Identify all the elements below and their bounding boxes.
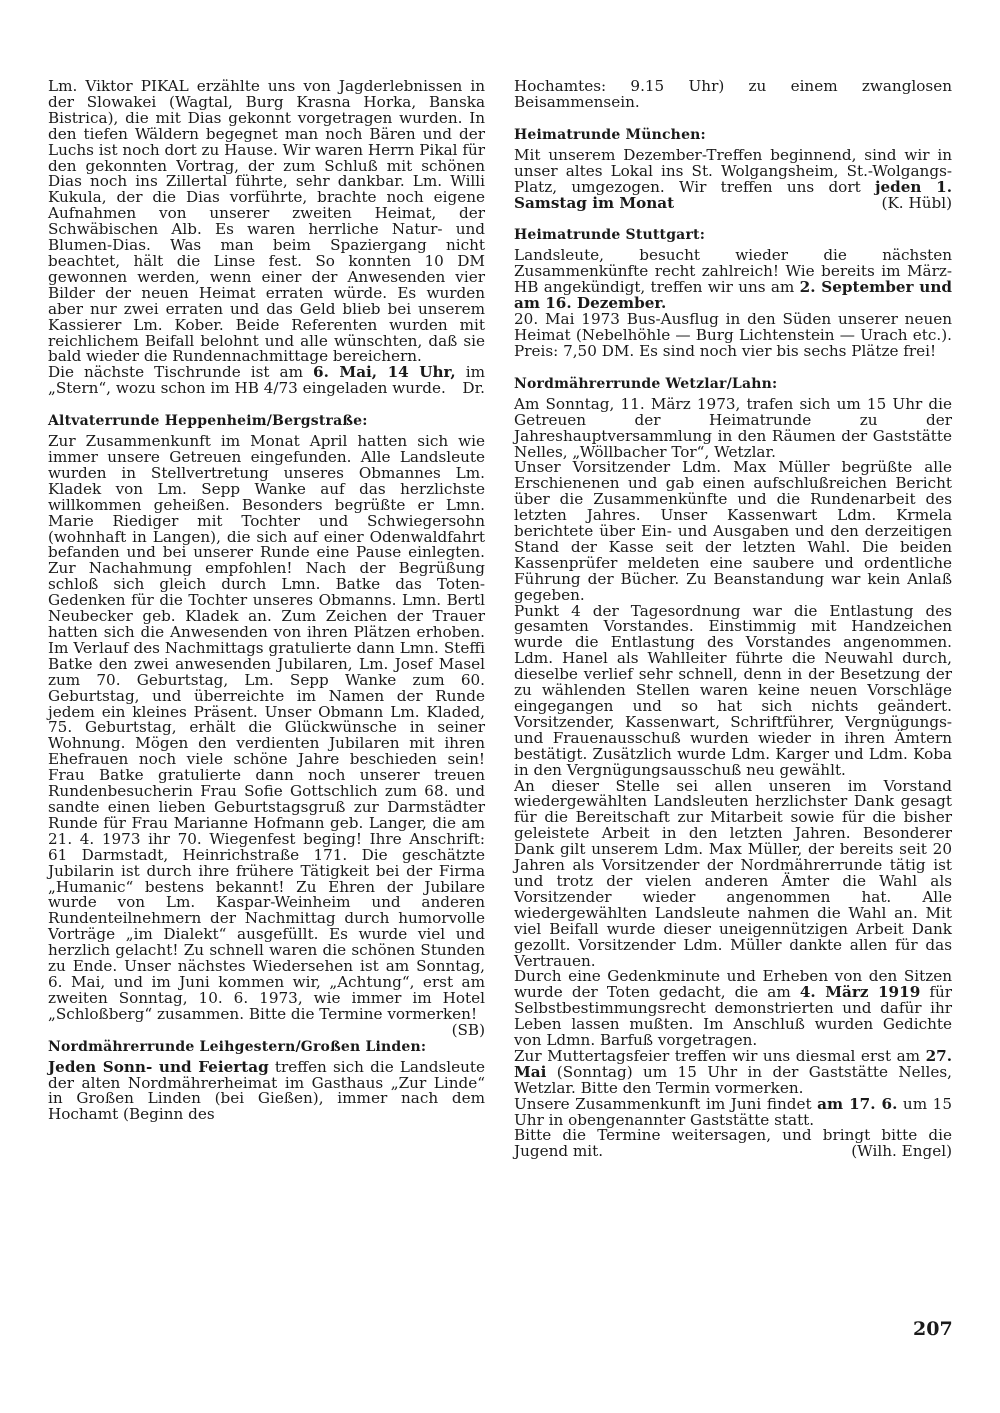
section-title-wetzlar: Nordmährerrunde Wetzlar/Lahn:	[514, 375, 778, 392]
stuttgart-text: Landsleute, besucht wieder die nächsten Zusammenkünfte recht zahlreich! Wie bereits im März-HB angekündigt, treffen wir uns am	[514, 246, 952, 297]
intro-paragraph: Lm. Viktor PIKAL erzählte uns von Jagderlebnissen in der Slowakei (Wagtal, Burg Krasna Horka, Banska Bistrica), die mit Dias gekonnt vorgetragen wurden. In den tiefen Wäldern begegnet man noch Bären und der Luchs ist noch dort zu Hause. Wir waren Herrn Pikal für den gekonnten Vortrag, der zum Schluß mit schönen Dias noch ins Zillertal führte, sehr dankbar. Lm. Willi Kukula, der die Dias vorführte, brachte noch eigene Aufnahmen von unserer zweiten Heimat, der Schwäbischen Alb. Es waren herrliche Natur- und Blumen-Dias. Was man beim Spaziergang nicht beachtet, hält die Linse fest. So konnten 10 DM gewonnen werden, wenn einer der Anwesenden vier Bilder der neuen Heimat erraten würde. Es wurden aber nur zwei erraten und das Geld blieb bei unserem Kassierer Lm. Kober. Beide Referenten wurden mit reichlichem Beifall belohnt und alle wünschten, daß sie bald wieder die Rundennachmittage bereichern.	[48, 77, 485, 366]
section-title-muenchen: Heimatrunde München:	[514, 126, 706, 143]
right-column	[514, 79, 952, 1160]
signature-engel: (Wilh. Engel)	[851, 1142, 952, 1161]
wetzlar-paragraph-6	[514, 1046, 952, 1097]
wetzlar-p7-date: am 17. 6.	[817, 1094, 898, 1113]
wetzlar-p6-text-end: (Sonntag) um 15 Uhr in der Gaststätte Nelles, Wetzlar. Bitte den Termin vormerken.	[514, 1062, 952, 1097]
muenchen-paragraph	[514, 145, 953, 212]
wetzlar-paragraph-3: Punkt 4 der Tagesordnung war die Entlastung des gesamten Vorstandes. Einstimmig mit Handzeichen wurde die Entlastung des Vorstandes angenommen. Ldm. Hanel als Wahlleiter führte die Neuwahl durch, dieselbe verlief sehr schnell, denn in der Besetzung der zu wählenden Stellen waren keine neuen Vorschläge eingegangen und so hat sich nichts geändert. Vorsitzender, Kassenwart, Schriftführer, Vergnügungs- und Frauenausschuß wurden wieder in ihren Ämtern bestätigt. Zusätzlich wurde Ldm. Karger und Ldm. Koba in den Vergnügungsausschuß neu gewählt.	[514, 601, 952, 779]
wetzlar-paragraph-7	[514, 1094, 952, 1129]
tisch-date: 6. Mai, 14 Uhr,	[313, 363, 456, 382]
signature-huebl: (K. Hübl)	[881, 193, 952, 212]
leihgestern-bold: Jeden Sonn- und Feiertag	[48, 1057, 269, 1076]
stuttgart-trip-paragraph: 20. Mai 1973 Bus-Ausflug in den Süden unserer neuen Heimat (Nebelhöhle — Burg Lichtenstein — Urach etc.). Preis: 7,50 DM. Es sind noch vier bis sechs Plätze frei!	[514, 310, 952, 360]
wetzlar-p5-date: 4. März 1919	[799, 983, 921, 1002]
muenchen-bold: jeden 1. Samstag im Monat	[514, 177, 953, 212]
leihgestern-paragraph	[48, 1057, 485, 1124]
tischrunde-paragraph	[48, 365, 485, 397]
page-number: 207	[913, 1318, 953, 1340]
section-title-stuttgart: Heimatrunde Stuttgart:	[514, 227, 706, 244]
tisch-text: Die nächste Tischrunde ist am	[48, 363, 314, 382]
wetzlar-paragraph-2: Unser Vorsitzender Ldm. Max Müller begrüßte alle Erschienenen und gab einen aufschlußreichen Bericht über die Zusammenkünfte und die Rundenarbeit des letzten Jahres. Unser Kassenwart Ldm. Krmela berichtete über Ein- und Ausgaben und den derzeitigen Stand der Kasse seit der letzten Wahl. Die beiden Kassenprüfer meldeten eine saubere und ordentliche Führung der Bücher. Zu Beanstandung war kein Anlaß gegeben.	[514, 458, 952, 604]
wetzlar-p5-text-end: für Selbstbestimmungsrecht demonstrierten und dafür ihr Leben lassen mußten. Im Anschluß wurden Gedichte von Ldmn. Barfuß vorgetragen.	[514, 983, 952, 1050]
wetzlar-p6-text: Zur Muttertagsfeier treffen wir uns diesmal erst am	[514, 1046, 926, 1065]
wetzlar-p7-text-end: um 15 Uhr in obengenannter Gaststätte statt.	[514, 1094, 952, 1129]
section-title-heppenheim: Altvaterrunde Heppenheim/Bergstraße:	[48, 413, 368, 430]
wetzlar-paragraph-8	[514, 1128, 952, 1160]
stuttgart-paragraph	[514, 248, 952, 312]
continuation-paragraph: Hochamtes: 9.15 Uhr) zu einem zwanglosen Beisammensein.	[514, 77, 952, 111]
signature-sb: (SB)	[451, 1020, 485, 1039]
wetzlar-p8-text: Bitte die Termine weitersagen, und bringt bitte die Jugend mit.	[514, 1126, 952, 1161]
stuttgart-bold: 2. September und am 16. Dezember.	[514, 278, 952, 313]
leihgestern-text: treffen sich die Landsleute der alten Nordmährerheimat im Gasthaus „Zur Linde“ in Großen Linden (bei Gießen), immer nach dem Hochamt (Beginn des	[48, 1057, 485, 1124]
wetzlar-p5-text: Durch eine Gedenkminute und Erheben von den Sitzen wurde der Toten gedacht, die am	[514, 967, 952, 1002]
wetzlar-paragraph-4: An dieser Stelle sei allen unseren im Vorstand wiedergewählten Landsleuten herzlichster Dank gesagt für die Bereitschaft zur Mitarbeit sowie für die bisher geleistete Arbeit in den letzten Jahren. Besonderer Dank gilt unserem Ldm. Max Müller, der bereits seit 20 Jahren als Vorsitzender der Nordmährerrunde tätig ist und trotz der vielen anderen Ämter die Wahl als Vorsitzender wieder angenommen hat. Alle wiedergewählten Landsleute nahmen die Wahl an. Mit viel Beifall wurde dieser uneigennützigen Arbeit Dank gezollt. Vorsitzender Ldm. Müller dankte allen für das Vertrauen.	[514, 776, 952, 970]
left-column	[48, 79, 485, 1123]
heppenheim-paragraph	[48, 432, 485, 1039]
wetzlar-paragraph-5	[514, 969, 952, 1049]
wetzlar-p7-text: Unsere Zusammenkunft im Juni findet	[514, 1094, 818, 1113]
wetzlar-paragraph-1: Am Sonntag, 11. März 1973, trafen sich um 15 Uhr die Getreuen der Heimatrunde zu der Jahreshauptversammlung in den Räumen der Gaststätte Nelles, „Wöllbacher Tor“, Wetzlar.	[514, 394, 952, 461]
section-title-leihgestern: Nordmährerrunde Leihgestern/Großen Linden:	[48, 1038, 427, 1055]
signature-dr: Dr.	[462, 379, 485, 398]
tisch-text-end: im „Stern“, wozu schon im HB 4/73 eingeladen wurde.	[48, 363, 485, 398]
wetzlar-p6-date: 27. Mai	[514, 1046, 952, 1081]
muenchen-text: Mit unserem Dezember-Treffen beginnend, sind wir in unser altes Lokal ins St. Wolgangsheim, St.-Wolgangs-Platz, umgezogen. Wir treffen uns dort	[514, 145, 952, 196]
heppenheim-text: Zur Zusammenkunft im Monat April hatten sich wie immer unsere Getreuen eingefunden. Alle Landsleute wurden in Stellvertretung unseres Obmannes Lm. Kladek von Lm. Sepp Wanke auf das herzlichste willkommen geheißen. Besonders begrüßte er Lmn. Marie Riediger mit Tochter und Schwiegersohn (wohnhaft in Langen), die sich auf einer Odenwaldfahrt befanden und bei unserer Runde eine Pause einlegten. Zur Nachahmung empfohlen! Nach der Begrüßung schloß sich gleich durch Lmn. Batke das Toten-Gedenken für die Tochter unseres Obmanns. Lmn. Bertl Neubecker geb. Kladek an. Zum Zeichen der Trauer hatten sich die Anwesenden von ihren Plätzen erhoben. Im Verlauf des Nachmittags gratulierte dann Lmn. Steffi Batke den zwei anwesenden Jubilaren, Lm. Josef Masel zum 70. Geburtstag, Lm. Sepp Wanke zum 60. Geburtstag, und überreichte im Namen der Runde jedem ein kleines Präsent. Unser Obmann Lm. Kladed, 75. Geburtstag, erhält die Glückwünsche in seiner Wohnung. Mögen den verdienten Jubilaren mit ihren Ehefrauen noch viele schöne Jahre beschieden sein! Frau Batke gratulierte dann noch unserer treuen Rundenbesucherin Frau Sofie Gottschlich zum 68. und sandte einen lieben Geburtstagsgruß zur Darmstädter Runde für Frau Marianne Hofmann geb. Langer, die am 21. 4. 1973 ihr 70. Wiegenfest beging! Ihre Anschrift: 61 Darmstadt, Heinrichstraße 171. Die geschätzte Jubilarin ist durch ihre frühere Tätigkeit bei der Firma „Humanic“ bestens bekannt! Zu Ehren der Jubilare wurde von Lm. Kaspar-Weinheim und anderen Rundenteilnehmern der Nachmittag durch humorvolle Vorträge „im Dialekt“ ausgefüllt. Es wurde viel und herzlich gelacht! Zu schnell waren die schönen Stunden zu Ende. Unser nächstes Wiedersehen ist am Sonntag, 6. Mai, und im Juni kommen wir, „Achtung“, erst am zweiten Sonntag, 10. 6. 1973, wie immer im Hotel „Schloßberg“ zusammen. Bitte die Termine vormerken!	[48, 432, 485, 1023]
